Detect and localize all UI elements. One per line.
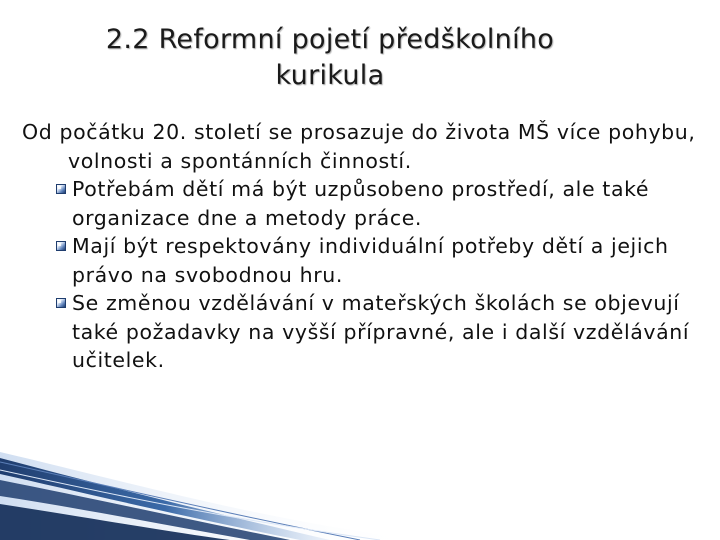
bullet-item [22, 289, 702, 375]
decorative-wave-graphic [0, 440, 720, 540]
square-bullet-icon [56, 184, 66, 194]
bullet-text [72, 175, 702, 232]
bullet-item [22, 232, 702, 289]
bullet-text-content: Mají být respektovány individuální potřeby dětí a jejich právo na svobodnou hru. [72, 234, 669, 287]
title-line-2: kurikula [275, 60, 385, 91]
slide-body [22, 118, 702, 375]
square-bullet-icon [56, 241, 66, 251]
intro-paragraph: Od počátku 20. století se prosazuje do života MŠ více pohybu, volnosti a spontánních činností. [22, 120, 696, 173]
square-bullet-icon [56, 298, 66, 308]
bullet-text [72, 289, 702, 375]
bullet-text [72, 232, 702, 289]
bullet-text-content: Se změnou vzdělávání v mateřských školách se objevují také požadavky na vyšší přípravné, ale i další vzdělávání učitelek. [72, 291, 690, 372]
slide-title [60, 22, 600, 94]
bullet-text-content: Potřebám dětí má být uzpůsobeno prostředí, ale také organizace dne a metody práce. [72, 177, 650, 230]
title-line-1: 2.2 Reformní pojetí předškolního [105, 24, 555, 55]
bullet-item [22, 175, 702, 232]
